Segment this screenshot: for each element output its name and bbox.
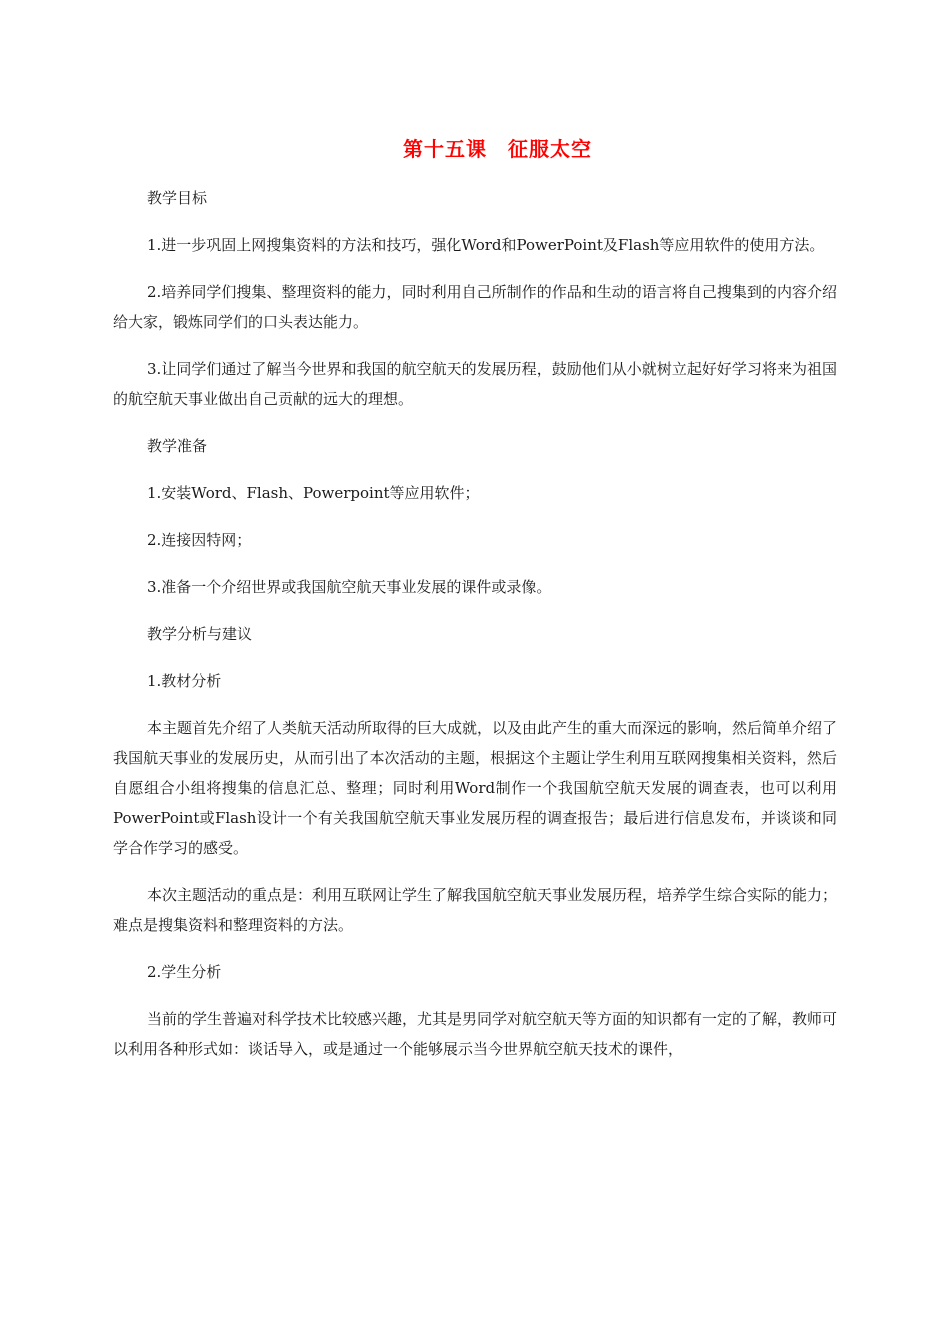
- subsection-heading-students: 2.学生分析: [147, 963, 222, 981]
- section-heading-objectives: 教学目标: [147, 189, 208, 207]
- objective-item-2: 2.培养同学们搜集、整理资料的能力，同时利用自己所制作的作品和生动的语言将自己搜集到的内容介绍给大家，锻炼同学们的口头表达能力。: [113, 283, 837, 331]
- objective-item-1: 1.进一步巩固上网搜集资料的方法和技巧，强化Word和PowerPoint及Flash等应用软件的使用方法。: [147, 236, 825, 254]
- objective-item-3: 3.让同学们通过了解当今世界和我国的航空航天的发展历程，鼓励他们从小就树立起好好学习将来为祖国的航空航天事业做出自己贡献的远大的理想。: [113, 360, 837, 408]
- document-title: 第十五课 征服太空: [403, 137, 592, 161]
- preparation-item-3: 3.准备一个介绍世界或我国航空航天事业发展的课件或录像。: [147, 578, 552, 596]
- student-analysis-paragraph: 当前的学生普遍对科学技术比较感兴趣，尤其是男同学对航空航天等方面的知识都有一定的了解，教师可以利用各种形式如：谈话导入，或是通过一个能够展示当今世界航空航天技术的课件，: [113, 1010, 838, 1058]
- material-analysis-paragraph: 本主题首先介绍了人类航天活动所取得的巨大成就，以及由此产生的重大而深远的影响，然后简单介绍了我国航天事业的发展历史，从而引出了本次活动的主题，根据这个主题让学生利用互联网搜集相关资料，然后自愿组合小组将搜集的信息汇总、整理；同时利用Word制作一个我国航空航天发展的调查表，也可以利用PowerPoint或Flash设计一个有关我国航空航天事业发展历程的调查报告；最后进行信息发布，并谈谈和同学合作学习的感受。: [113, 719, 838, 857]
- section-heading-analysis: 教学分析与建议: [147, 625, 253, 643]
- section-heading-preparation: 教学准备: [147, 437, 208, 455]
- subsection-heading-material: 1.教材分析: [147, 672, 222, 690]
- key-points-paragraph: 本次主题活动的重点是：利用互联网让学生了解我国航空航天事业发展历程，培养学生综合实际的能力；难点是搜集资料和整理资料的方法。: [113, 886, 838, 934]
- preparation-item-1: 1.安装Word、Flash、Powerpoint等应用软件；: [147, 484, 480, 502]
- document-body: [113, 183, 837, 1081]
- preparation-item-2: 2.连接因特网；: [147, 531, 252, 549]
